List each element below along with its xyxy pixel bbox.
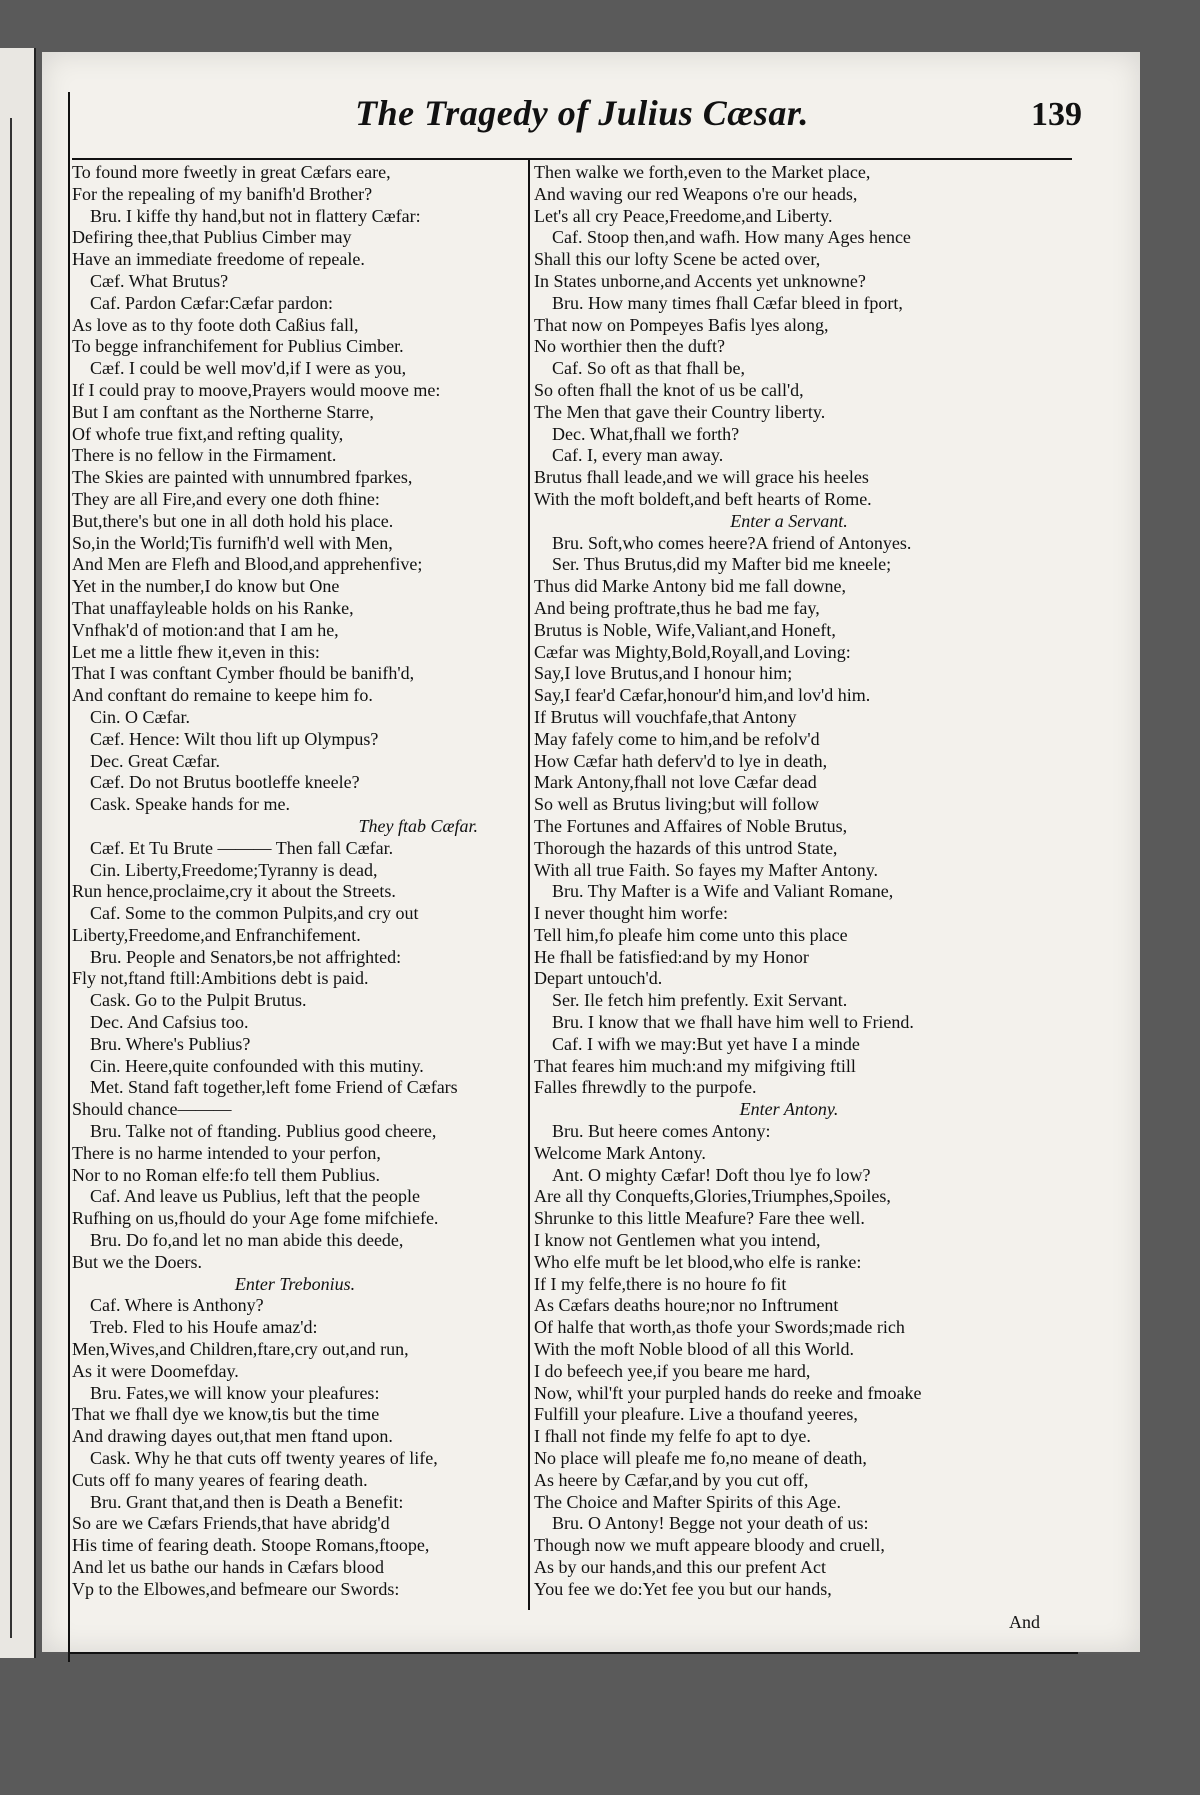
text-line: Tell him,fo pleafe him come unto this place bbox=[534, 924, 848, 945]
text-line: Cæf. Hence: Wilt thou lift up Olympus? bbox=[90, 728, 379, 749]
footer-rule bbox=[68, 1652, 1078, 1654]
text-line: Depart untouch'd. bbox=[534, 968, 663, 989]
text-line: That feares him much:and my mifgiving ftill bbox=[534, 1055, 856, 1076]
text-line: And drawing dayes out,that men ftand upon. bbox=[72, 1426, 393, 1447]
text-line: That now on Pompeyes Bafis lyes along, bbox=[534, 314, 829, 335]
text-line: With the moft Noble blood of all this World. bbox=[534, 1339, 854, 1360]
text-line: Let's all cry Peace,Freedome,and Liberty. bbox=[534, 205, 833, 226]
text-line: Cin. Liberty,Freedome;Tyranny is dead, bbox=[90, 859, 378, 880]
text-line: Vnfhak'd of motion:and that I am he, bbox=[72, 619, 339, 640]
text-line: Ser. Ile fetch him prefently. Exit Servant. bbox=[552, 990, 848, 1011]
text-line: Thorough the hazards of this untrod State, bbox=[534, 837, 838, 858]
text-line: Liberty,Freedome,and Enfranchifement. bbox=[72, 924, 361, 945]
text-line: Caf. Stoop then,and wafh. How many Ages hence bbox=[552, 227, 911, 248]
text-line: And being proftrate,thus he bad me fay, bbox=[534, 597, 820, 618]
text-line: So often fhall the knot of us be call'd, bbox=[534, 379, 804, 400]
text-line: Ant. O mighty Cæfar! Doft thou lye fo low? bbox=[552, 1164, 871, 1185]
catchword: And bbox=[1009, 1612, 1040, 1632]
text-line: Say,I fear'd Cæfar,honour'd him,and lov'd him. bbox=[534, 685, 871, 706]
text-line: As it were Doomefday. bbox=[72, 1360, 239, 1381]
text-line: Bru. O Antony! Begge not your death of us: bbox=[552, 1513, 869, 1534]
text-line: And waving our red Weapons o're our heads, bbox=[534, 183, 858, 204]
page-border-left bbox=[68, 92, 70, 1662]
header-rule bbox=[72, 158, 1072, 160]
text-line: Defiring thee,that Publius Cimber may bbox=[72, 227, 352, 248]
text-line: If Brutus will vouchfafe,that Antony bbox=[534, 706, 797, 727]
text-line: Bru. Soft,who comes heere?A friend of Antonyes. bbox=[552, 532, 912, 553]
text-line: Bru. Fates,we will know your pleafures: bbox=[90, 1382, 380, 1403]
text-line: Bru. Talke not of ftanding. Publius good cheere, bbox=[90, 1121, 437, 1142]
text-line: Welcome Mark Antony. bbox=[534, 1142, 706, 1163]
text-line: Nor to no Roman elfe:fo tell them Publius. bbox=[72, 1164, 380, 1185]
text-line: Cæf. I could be well mov'd,if I were as you, bbox=[90, 358, 407, 379]
text-line: Bru. Do fo,and let no man abide this deede, bbox=[90, 1230, 404, 1251]
stage-direction: Enter Antony. bbox=[739, 1099, 839, 1120]
text-line: For the repealing of my banifh'd Brother? bbox=[72, 183, 373, 204]
text-line: Met. Stand faft together,left fome Friend of Cæfars bbox=[90, 1077, 458, 1098]
text-line: And let us bathe our hands in Cæfars blood bbox=[72, 1557, 384, 1577]
text-line: As by our hands,and this our prefent Act bbox=[534, 1557, 826, 1577]
text-line: Rufhing on us,fhould do your Age fome mifchiefe. bbox=[72, 1208, 439, 1229]
stage-direction: Enter Trebonius. bbox=[234, 1273, 356, 1294]
text-line: Brutus fhall leade,and we will grace his heeles bbox=[534, 467, 869, 488]
text-line: Caf. I wifh we may:But yet have I a minde bbox=[552, 1033, 860, 1054]
text-line: Who elfe muft be let blood,who elfe is ranke: bbox=[534, 1251, 862, 1272]
text-line: Treb. Fled to his Houfe amaz'd: bbox=[90, 1317, 318, 1338]
text-line: How Cæfar hath deferv'd to lye in death, bbox=[534, 750, 828, 771]
text-line: So well as Brutus living;but will follow bbox=[534, 794, 820, 815]
text-line: I fhall not finde my felfe fo apt to dye. bbox=[534, 1426, 811, 1447]
text-line: Of halfe that worth,as thofe your Swords;made rich bbox=[534, 1317, 905, 1338]
text-line: Cin. Heere,quite confounded with this mutiny. bbox=[90, 1055, 424, 1076]
text-line: I do befeech yee,if you beare me hard, bbox=[534, 1360, 811, 1381]
previous-page-edge bbox=[0, 48, 36, 1658]
text-line: Say,I love Brutus,and I honour him; bbox=[534, 663, 793, 684]
text-line: Bru. But heere comes Antony: bbox=[552, 1121, 771, 1142]
text-line: Cæf. Do not Brutus bootleffe kneele? bbox=[90, 772, 360, 793]
text-line: Have an immediate freedome of repeale. bbox=[72, 249, 365, 270]
text-line: Cæf. What Brutus? bbox=[90, 270, 229, 291]
text-line: As Cæfars deaths houre;nor no Inftrument bbox=[534, 1295, 839, 1316]
text-line: Shrunke to this little Meafure? Fare thee well. bbox=[534, 1208, 865, 1229]
text-line: But,there's but one in all doth hold his place. bbox=[72, 510, 394, 531]
text-line: Vp to the Elbowes,and befmeare our Swords: bbox=[72, 1578, 400, 1599]
text-line: Now, whil'ft your purpled hands do reeke and fmoake bbox=[534, 1382, 922, 1403]
text-line: If I could pray to moove,Prayers would moove me: bbox=[72, 379, 441, 400]
text-line: Shall this our lofty Scene be acted over, bbox=[534, 249, 821, 270]
text-line: So are we Cæfars Friends,that have abridg'd bbox=[72, 1513, 390, 1534]
text-line: Caf. Where is Anthony? bbox=[90, 1295, 264, 1316]
text-line: To begge infranchifement for Publius Cimber. bbox=[72, 336, 404, 357]
text-line: The Choice and Mafter Spirits of this Age. bbox=[534, 1491, 841, 1512]
text-line: Dec. What,fhall we forth? bbox=[552, 423, 740, 444]
text-line: No place will pleafe me fo,no meane of death, bbox=[534, 1448, 867, 1469]
text-line: The Skies are painted with unnumbred fparkes, bbox=[72, 467, 413, 488]
text-line: Dec. And Cafsius too. bbox=[90, 1012, 249, 1033]
text-line: And conftant do remaine to keepe him fo. bbox=[72, 685, 373, 706]
text-line: As love as to thy foote doth Caßius fall, bbox=[72, 314, 359, 335]
text-line: Cask. Go to the Pulpit Brutus. bbox=[90, 990, 307, 1011]
text-line: With the moft boldeft,and beft hearts of Rome. bbox=[534, 488, 872, 509]
text-line: Cask. Speake hands for me. bbox=[90, 794, 290, 815]
text-line: Thus did Marke Antony bid me fall downe, bbox=[534, 576, 846, 597]
text-line: His time of fearing death. Stoope Romans,ftoope, bbox=[72, 1535, 430, 1556]
text-line: The Fortunes and Affaires of Noble Brutus, bbox=[534, 815, 848, 836]
text-line: Men,Wives,and Children,ftare,cry out,and run, bbox=[72, 1339, 409, 1360]
text-line: Caf. Some to the common Pulpits,and cry out bbox=[90, 903, 419, 924]
text-line: Run hence,proclaime,cry it about the Streets. bbox=[72, 881, 396, 902]
text-line: Bru. Where's Publius? bbox=[90, 1033, 251, 1054]
text-line: Caf. And leave us Publius, left that the people bbox=[90, 1186, 420, 1207]
text-line: But I am conftant as the Northerne Starre, bbox=[72, 401, 374, 422]
text-line: As heere by Cæfar,and by you cut off, bbox=[534, 1469, 809, 1490]
text-line: Let me a little fhew it,even in this: bbox=[72, 641, 320, 662]
text-line: There is no fellow in the Firmament. bbox=[72, 445, 337, 466]
text-line: Bru. Grant that,and then is Death a Benefit: bbox=[90, 1491, 404, 1512]
right-column bbox=[534, 162, 1044, 1601]
text-line: Caf. So oft as that fhall be, bbox=[552, 358, 745, 379]
text-line: He fhall be fatisfied:and by my Honor bbox=[534, 946, 809, 967]
text-line: Are all thy Conquefts,Glories,Triumphes,Spoiles, bbox=[534, 1186, 891, 1207]
text-line: The Men that gave their Country liberty. bbox=[534, 401, 826, 422]
text-line: So,in the World;Tis furnifh'd well with Men, bbox=[72, 532, 393, 553]
text-line: Though now we muft appeare bloody and cruell, bbox=[534, 1535, 885, 1556]
text-line: Bru. I know that we fhall have him well to Friend. bbox=[552, 1012, 914, 1033]
text-line: May fafely come to him,and be refolv'd bbox=[534, 728, 820, 749]
folio-page bbox=[42, 52, 1140, 1652]
text-line: That unaffayleable holds on his Ranke, bbox=[72, 597, 354, 618]
text-line: They are all Fire,and every one doth fhine: bbox=[72, 488, 380, 509]
text-line: Caf. I, every man away. bbox=[552, 445, 724, 466]
text-line: Falles fhrewdly to the purpofe. bbox=[534, 1077, 757, 1098]
text-line: Ser. Thus Brutus,did my Mafter bid me kneele; bbox=[552, 554, 892, 575]
text-line: Should chance——— bbox=[72, 1099, 232, 1120]
text-line: I know not Gentlemen what you intend, bbox=[534, 1230, 821, 1251]
text-line: Bru. Thy Mafter is a Wife and Valiant Romane, bbox=[552, 881, 894, 902]
stage-direction: They ftab Cæfar. bbox=[358, 815, 478, 836]
text-line: But we the Doers. bbox=[72, 1251, 202, 1272]
text-line: With all true Faith. So fayes my Mafter Antony. bbox=[534, 859, 879, 880]
text-line: Bru. How many times fhall Cæfar bleed in fport, bbox=[552, 292, 903, 313]
column-divider bbox=[528, 160, 530, 1610]
text-line: There is no harme intended to your perfon, bbox=[72, 1142, 381, 1163]
previous-page-rule bbox=[10, 118, 12, 1638]
text-line: Then walke we forth,even to the Market place, bbox=[534, 162, 871, 182]
text-line: Yet in the number,I do know but One bbox=[72, 576, 340, 597]
text-line: In States unborne,and Accents yet unknowne? bbox=[534, 270, 866, 291]
text-line: Bru. I kiffe thy hand,but not in flattery Cæfar: bbox=[90, 205, 421, 226]
text-line: Of whofe true fixt,and refting quality, bbox=[72, 423, 344, 444]
text-line: Cask. Why he that cuts off twenty yeares of life, bbox=[90, 1448, 438, 1469]
text-line: I never thought him worfe: bbox=[534, 903, 728, 924]
text-line: Dec. Great Cæfar. bbox=[90, 750, 220, 771]
page-title: The Tragedy of Julius Cæsar. bbox=[355, 93, 809, 133]
text-line: Fulfill your pleafure. Live a thoufand yeeres, bbox=[534, 1404, 858, 1425]
text-line: Cæf. Et Tu Brute ——— Then fall Cæfar. bbox=[90, 837, 394, 858]
page-number: 139 bbox=[1031, 96, 1082, 133]
running-header bbox=[82, 92, 1082, 162]
text-line: That I was conftant Cymber fhould be banifh'd, bbox=[72, 663, 415, 684]
text-line: And Men are Flefh and Blood,and apprehenfive; bbox=[72, 554, 423, 575]
text-line: That we fhall dye we know,tis but the time bbox=[72, 1404, 380, 1425]
text-line: Caf. Pardon Cæfar:Cæfar pardon: bbox=[90, 292, 333, 313]
text-line: To found more fweetly in great Cæfars eare, bbox=[72, 162, 391, 182]
left-column bbox=[72, 162, 518, 1601]
text-line: Fly not,ftand ftill:Ambitions debt is paid. bbox=[72, 968, 369, 989]
text-line: Cin. O Cæfar. bbox=[90, 706, 191, 727]
text-line: No worthier then the duft? bbox=[534, 336, 725, 357]
text-line: Brutus is Noble, Wife,Valiant,and Honeft, bbox=[534, 619, 836, 640]
text-line: Cuts off fo many yeares of fearing death. bbox=[72, 1469, 368, 1490]
stage-direction: Enter a Servant. bbox=[730, 510, 848, 531]
text-line: If I my felfe,there is no houre fo fit bbox=[534, 1273, 787, 1294]
text-line: You fee we do:Yet fee you but our hands, bbox=[534, 1578, 832, 1599]
text-line: Cæfar was Mighty,Bold,Royall,and Loving: bbox=[534, 641, 851, 662]
text-line: Bru. People and Senators,be not affrighted: bbox=[90, 946, 402, 967]
text-line: Mark Antony,fhall not love Cæfar dead bbox=[534, 772, 817, 793]
